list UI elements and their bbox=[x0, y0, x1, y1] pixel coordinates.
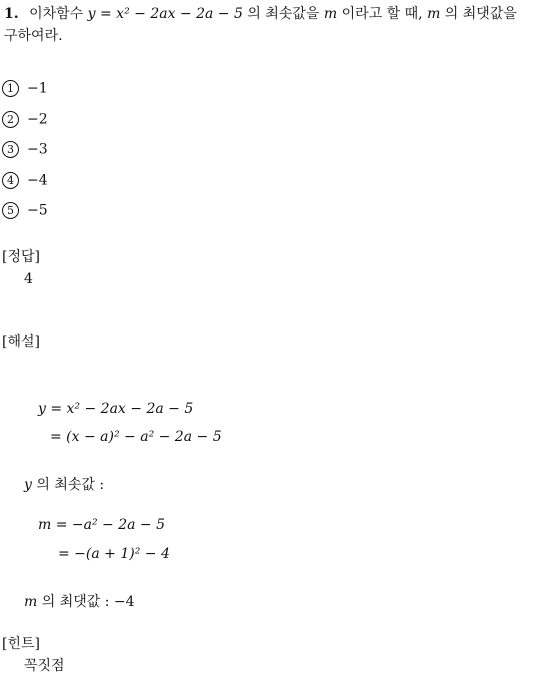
option-2-value: −2 bbox=[27, 111, 48, 128]
option-4[interactable] bbox=[2, 172, 48, 189]
solution-label: [해설] bbox=[2, 334, 40, 350]
option-4-mark: 4 bbox=[2, 172, 19, 189]
question-text-end: 의 최댓값을 bbox=[444, 6, 517, 22]
option-5-value: −5 bbox=[27, 202, 48, 219]
question-function: y = x² − 2ax − 2a − 5 bbox=[87, 6, 243, 22]
solution-eq4: = −(a + 1)² − 4 bbox=[58, 546, 170, 562]
option-5-mark: 5 bbox=[2, 202, 19, 219]
solution-eq3: m = −a² − 2a − 5 bbox=[38, 517, 166, 533]
solution-eq2: = (x − a)² − a² − 2a − 5 bbox=[50, 429, 222, 445]
question-text-mid: 의 최솟값을 bbox=[247, 6, 320, 22]
solution-eq1: y = x² − 2ax − 2a − 5 bbox=[38, 401, 194, 417]
option-5[interactable] bbox=[2, 202, 48, 219]
question-var-m2: m bbox=[427, 6, 441, 22]
answer-value: 4 bbox=[24, 271, 33, 287]
option-2[interactable] bbox=[2, 111, 48, 128]
option-1[interactable] bbox=[2, 80, 48, 97]
option-1-value: −1 bbox=[27, 80, 48, 97]
question-line2: 구하여라. bbox=[4, 28, 63, 44]
option-3-mark: 3 bbox=[2, 141, 19, 158]
question bbox=[4, 3, 532, 47]
question-var-m: m bbox=[323, 6, 338, 22]
solution-max-label: 의 최댓값 : −4 bbox=[41, 594, 135, 610]
option-1-mark: 1 bbox=[2, 80, 19, 97]
question-text-mid2: 이라고 할 때, bbox=[341, 6, 423, 22]
question-number: 1. bbox=[4, 6, 19, 22]
option-3-value: −3 bbox=[27, 141, 48, 158]
hint-text: 꼭짓점 bbox=[24, 658, 65, 674]
question-text-before: 이차함수 bbox=[29, 6, 84, 22]
solution-max-var: m bbox=[24, 594, 38, 610]
solution-min-line bbox=[24, 474, 104, 494]
solution-max-line bbox=[24, 591, 135, 611]
option-4-value: −4 bbox=[27, 172, 48, 189]
option-2-mark: 2 bbox=[2, 111, 19, 128]
solution-min-label: 의 최솟값 : bbox=[36, 477, 105, 493]
hint-label: [힌트] bbox=[2, 636, 40, 652]
option-3[interactable] bbox=[2, 141, 48, 158]
solution-min-var: y bbox=[24, 477, 32, 493]
answer-label: [정답] bbox=[2, 249, 40, 265]
